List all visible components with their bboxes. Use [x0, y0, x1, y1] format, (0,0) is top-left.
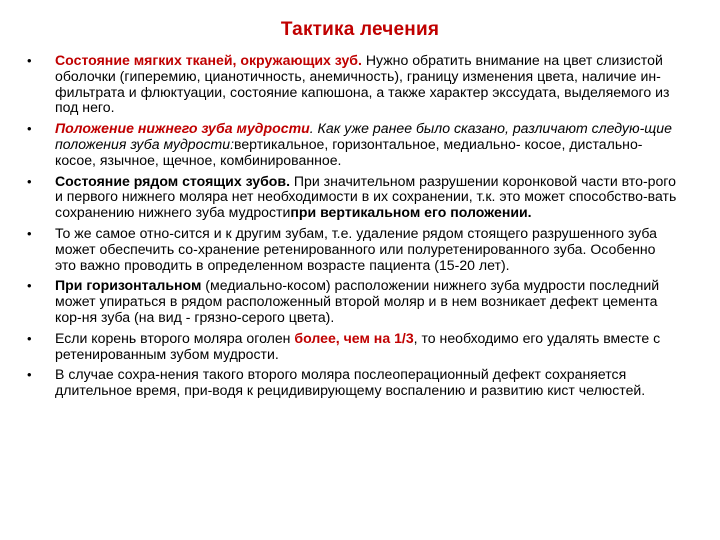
list-item-text: Нужно обратить внимание на цвет слизистой оболочки (гиперемию, цианотичность, анемичность), границу изменения цвета, наличие ин-фильтрата и флюктуации, состояние капюшона, а также характер экссудата, выделяемого из под него.	[55, 52, 670, 116]
list-item	[27, 226, 677, 273]
list-item	[27, 367, 677, 399]
list-item-text: , то необходимо его удалять вместе с ретенированным зубом мудрости.	[55, 329, 661, 362]
list-item	[27, 174, 677, 221]
list-item-text: Состояние мягких тканей, окружающих зуб.	[55, 52, 362, 68]
list-item	[27, 278, 677, 325]
bullet-icon: •	[27, 173, 32, 189]
bullet-icon: •	[27, 367, 32, 383]
list-item-text: . Как уже ранее было сказано, различают следую-щие положения зуба мудрости:	[55, 120, 672, 152]
list-item-text: Если корень второго моляра оголен	[55, 329, 295, 346]
list-item-text: вертикальное, горизонтальное, медиально- косое, дистально- косое, язычное, щечное, комбинированное.	[55, 135, 643, 168]
bullet-icon: •	[27, 278, 32, 294]
list-item-text: более, чем на 1/3	[294, 329, 414, 346]
list-item-text: При горизонтальном	[55, 277, 202, 294]
list-item-text: При значительном разрушении коронковой части вто-рого и первого нижнего моляра нет необходимости в их сохранении, т.к. это может способство-вать сохранению нижнего зуба мудрости	[55, 172, 677, 221]
bullet-icon: •	[27, 225, 32, 241]
list-item-text: Положение нижнего зуба мудрости	[55, 120, 310, 137]
list-item-text: В случае сохра-нения такого второго моляра послеоперационный дефект сохраняется длительное время, при-водя к рецидивирующему воспалению и развитию кист челюстей.	[55, 366, 646, 399]
list-item	[27, 53, 677, 116]
list-item-text: То же самое отно-сится и к другим зубам, т.е. удаление рядом стоящего разрушенного зуба может обеспечить со-хранение ретенированного или полуретенированного зуба. Особенно это важно проводить в определенном возрасте пациента (15-20 лет).	[55, 224, 657, 273]
list-item-text: при вертикальном его положении.	[290, 204, 532, 221]
bullet-icon: •	[27, 121, 32, 137]
bullet-list	[27, 53, 677, 404]
list-item-text: Состояние рядом стоящих зубов.	[55, 172, 290, 189]
slide-title: Тактика лечения	[280, 19, 440, 40]
bullet-icon: •	[27, 330, 32, 346]
list-item-text: (медиально-косом) расположении нижнего зуба мудрости последний может упираться в рядом расположенный второй моляр и в нем возникает дефект цемента кор-ня зуба (на вид - грязно-серого цвета).	[55, 277, 660, 325]
list-item	[27, 121, 677, 168]
list-item	[27, 331, 677, 363]
bullet-icon: •	[27, 53, 32, 68]
